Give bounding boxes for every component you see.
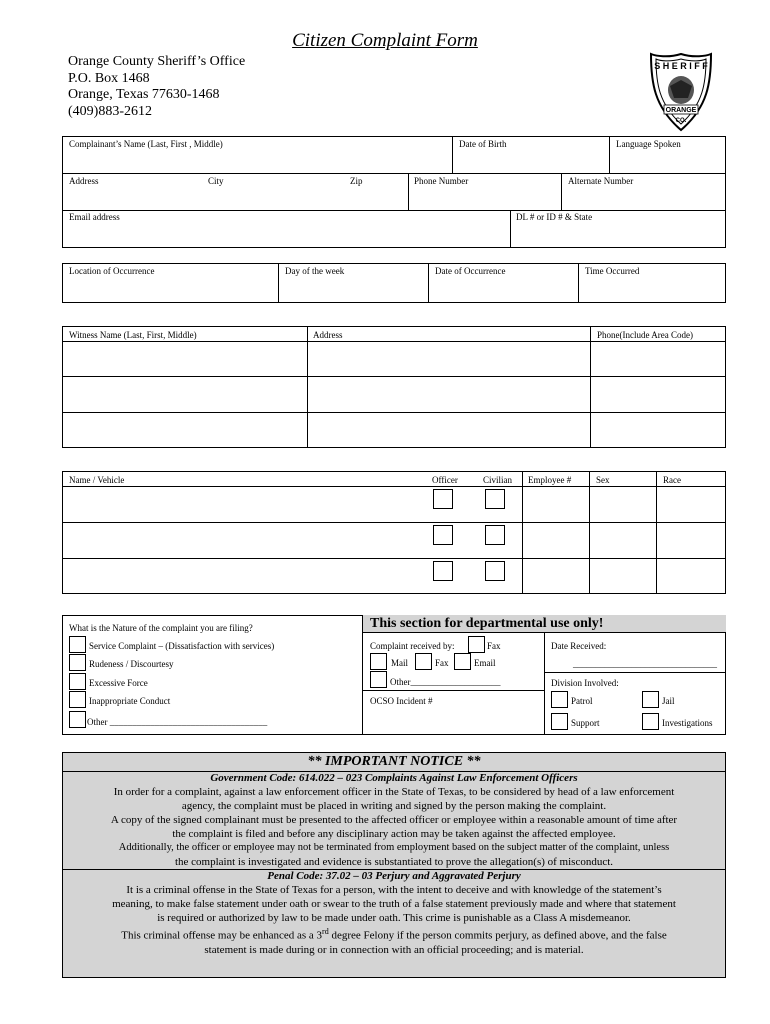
officer-checkbox[interactable]: [433, 489, 453, 509]
form-title: Citizen Complaint Form: [292, 30, 478, 51]
gov-code-heading: Government Code: 614.022 – 023 Complaints Against Law Enforcement Officers: [210, 772, 578, 784]
zip-field[interactable]: Zip: [350, 176, 363, 186]
incident-number-field[interactable]: OCSO Incident #: [370, 696, 433, 706]
rudeness-checkbox[interactable]: [69, 654, 86, 671]
excessive-force-label: Excessive Force: [89, 678, 148, 688]
penal-text: This criminal offense may be enhanced as a 3: [121, 929, 323, 942]
sex-header: Sex: [596, 475, 610, 485]
gov-line: Additionally, the officer or employee may not be terminated from employment based on the subject matter of the complaint, unless: [118, 842, 670, 853]
dept-other-checkbox[interactable]: [370, 671, 387, 688]
dl-field[interactable]: DL # or ID # & State: [516, 212, 593, 222]
email-checkbox[interactable]: [454, 653, 471, 670]
mail-label: Mail: [391, 658, 408, 668]
city-field[interactable]: City: [208, 176, 224, 186]
address-field[interactable]: Address: [69, 176, 99, 186]
svg-text:CO.: CO.: [675, 118, 687, 124]
penal-line-enhanced: [63, 925, 725, 943]
race-header: Race: [663, 475, 681, 485]
penal-text: degree Felony if the person commits perjury, as defined above, and the false: [328, 929, 667, 942]
witness-section: [62, 326, 726, 448]
date-received-field[interactable]: ________________________________: [573, 659, 717, 669]
investigations-checkbox[interactable]: [642, 713, 659, 730]
alt-phone-field[interactable]: Alternate Number: [568, 176, 634, 186]
notice-heading: ** IMPORTANT NOTICE **: [307, 754, 481, 769]
sheriff-badge-icon: [648, 52, 714, 132]
dept-other-field[interactable]: Other____________________: [390, 677, 501, 687]
gov-line: agency, the complaint must be placed in writing and signed by the person making the complaint.: [181, 800, 607, 812]
dept-heading: This section for departmental use only!: [370, 616, 604, 631]
office-name: Orange County Sheriff’s Office: [68, 54, 246, 69]
office-city: Orange, Texas 77630-1468: [68, 87, 220, 102]
gov-line: In order for a complaint, against a law enforcement officer in the State of Texas, to be considered by head of a law enforcement: [113, 786, 675, 798]
inappropriate-conduct-label: Inappropriate Conduct: [89, 696, 171, 706]
witness-address-header: Address: [313, 330, 343, 340]
date-occurrence-field[interactable]: Date of Occurrence: [435, 266, 506, 276]
gov-line: A copy of the signed complainant must be presented to the affected officer or employee within a reasonable amount of time after: [110, 814, 678, 826]
penal-line: It is a criminal offense in the State of Texas for a person, with the intent to deceive and with knowledge of the statement’s: [126, 884, 662, 896]
service-complaint-checkbox[interactable]: [69, 636, 86, 653]
received-fax-label: Fax: [487, 641, 501, 651]
jail-label: Jail: [662, 696, 675, 706]
jail-checkbox[interactable]: [642, 691, 659, 708]
subject-name-header: Name / Vehicle: [69, 475, 125, 485]
civilian-checkbox[interactable]: [485, 525, 505, 545]
rudeness-label: Rudeness / Discourtesy: [89, 659, 174, 669]
dob-field[interactable]: Date of Birth: [459, 139, 507, 149]
received-fax-checkbox[interactable]: [468, 636, 485, 653]
investigations-label: Investigations: [662, 718, 713, 728]
office-address: [68, 54, 245, 120]
inappropriate-conduct-checkbox[interactable]: [69, 691, 86, 708]
fax-label: Fax: [435, 658, 449, 668]
time-field[interactable]: Time Occurred: [585, 266, 640, 276]
office-phone: (409)883-2612: [68, 103, 152, 119]
ordinal-suffix: rd: [322, 927, 329, 936]
complainant-section: [62, 136, 726, 248]
penal-line: statement is made during or in connection with an official proceeding; and is material.: [204, 943, 584, 956]
employee-header: Employee #: [528, 475, 572, 485]
date-received-label: Date Received:: [551, 641, 607, 651]
officer-header: Officer: [432, 475, 458, 485]
location-field[interactable]: Location of Occurrence: [69, 266, 155, 276]
civilian-checkbox[interactable]: [485, 561, 505, 581]
nature-question: What is the Nature of the complaint you are filing?: [69, 623, 253, 633]
email-field[interactable]: Email address: [69, 212, 120, 222]
witness-name-header: Witness Name (Last, First, Middle): [69, 330, 197, 340]
language-field[interactable]: Language Spoken: [616, 139, 681, 149]
support-checkbox[interactable]: [551, 713, 568, 730]
gov-line: the complaint is filed and before any disciplinary action may be taken against the affected employee.: [172, 828, 616, 840]
complainant-name-field[interactable]: Complainant’s Name (Last, First , Middle): [69, 139, 223, 149]
mail-checkbox[interactable]: [370, 653, 387, 670]
officer-checkbox[interactable]: [433, 525, 453, 545]
subject-section: [62, 471, 726, 594]
division-label: Division Involved:: [551, 678, 619, 688]
svg-text:ORANGE: ORANGE: [665, 107, 697, 114]
penal-line: meaning, to make false statement under oath or swear to the truth of a false statement previously made and where that statement: [112, 898, 676, 910]
patrol-checkbox[interactable]: [551, 691, 568, 708]
svg-text:S H E R I F F: S H E R I F F: [654, 61, 708, 71]
witness-phone-header: Phone(Include Area Code): [597, 330, 693, 340]
fax-checkbox[interactable]: [415, 653, 432, 670]
service-complaint-label: Service Complaint – (Dissatisfaction with services): [89, 641, 275, 651]
patrol-label: Patrol: [571, 696, 593, 706]
gov-line: the complaint is investigated and evidence is substantiated to prove the allegation(s) of misconduct.: [174, 856, 614, 868]
office-po-box: P.O. Box 1468: [68, 70, 150, 86]
day-field[interactable]: Day of the week: [285, 266, 345, 276]
phone-field[interactable]: Phone Number: [414, 176, 469, 186]
other-complaint-field[interactable]: Other ___________________________________: [87, 717, 268, 727]
excessive-force-checkbox[interactable]: [69, 673, 86, 690]
civilian-header: Civilian: [483, 475, 512, 485]
penal-line: is required or authorized by law to be made under oath. This crime is punishable as a Class A misdemeanor.: [157, 912, 631, 924]
other-complaint-checkbox[interactable]: [69, 711, 86, 728]
support-label: Support: [571, 718, 600, 728]
civilian-checkbox[interactable]: [485, 489, 505, 509]
important-notice: [62, 752, 726, 978]
penal-code-heading: Penal Code: 37.02 – 03 Perjury and Aggravated Perjury: [267, 870, 521, 882]
email-label: Email: [474, 658, 496, 668]
officer-checkbox[interactable]: [433, 561, 453, 581]
received-by-label: Complaint received by:: [370, 641, 455, 651]
